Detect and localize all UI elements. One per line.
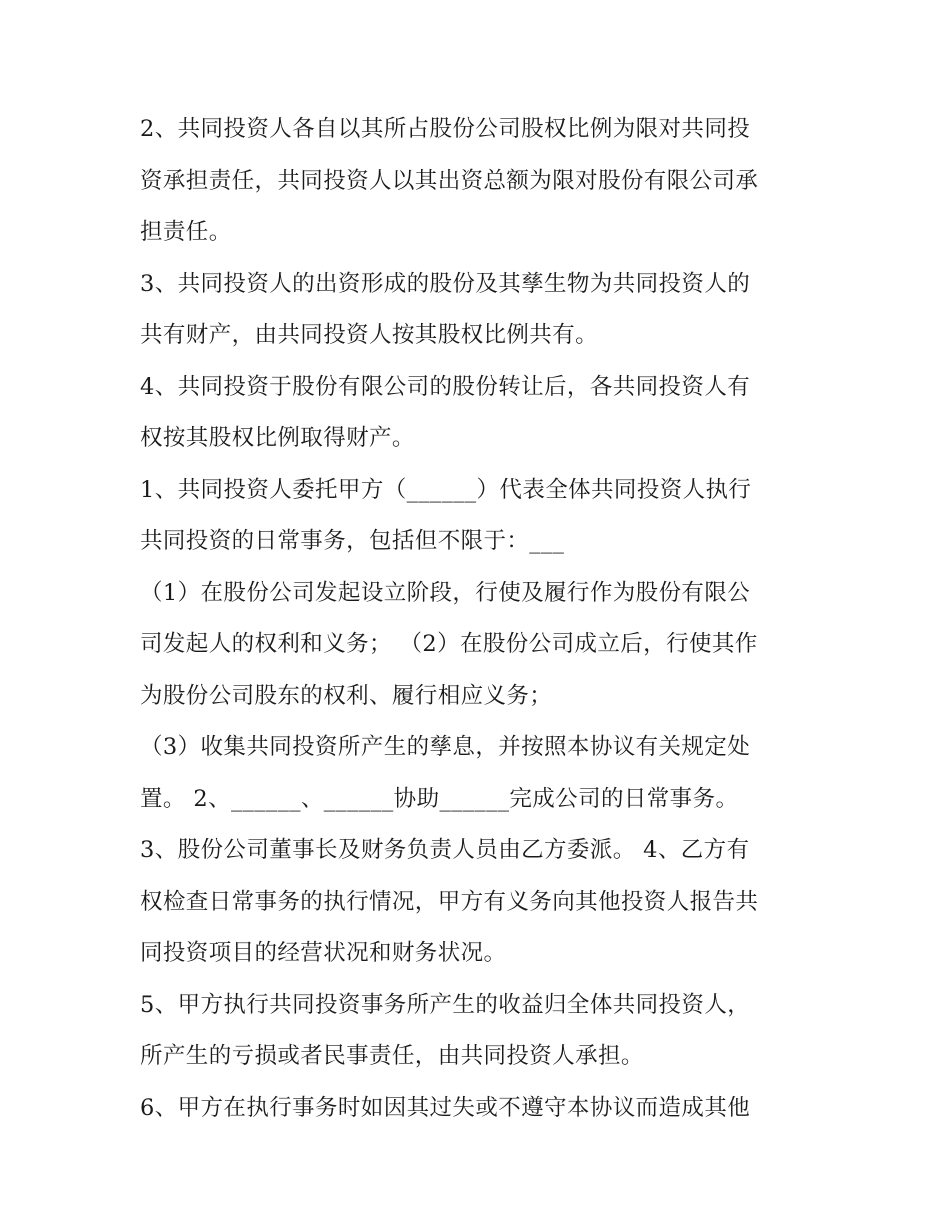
text-line: （3）收集共同投资所产生的孳息，并按照本协议有关规定处 [140, 734, 751, 760]
text-line: 5、甲方执行共同投资事务所产生的收益归全体共同投资人， [140, 991, 751, 1018]
text-line: 权按其股权比例取得财产。 [140, 425, 415, 451]
text-line: （1）在股份公司发起设立阶段，行使及履行作为股份有限公 [140, 579, 751, 606]
text-line: 同投资项目的经营状况和财务状况。 [140, 940, 507, 966]
text-line: 资承担责任，共同投资人以其出资总额为限对股份有限公司承 [140, 167, 759, 194]
text-line: 共有财产，由共同投资人按其股权比例共有。 [140, 322, 599, 348]
text-line: 为股份公司股东的权利、履行相应义务； [140, 682, 553, 709]
text-line: 4、共同投资于股份有限公司的股份转让后，各共同投资人有 [140, 373, 751, 400]
text-line: 共同投资的日常事务，包括但不限于：___ [140, 528, 565, 554]
text-line: 担责任。 [140, 219, 232, 245]
text-line: 1、共同投资人委托甲方（______）代表全体共同投资人执行 [140, 476, 752, 503]
text-line: 权检查日常事务的执行情况，甲方有义务向其他投资人报告共 [140, 888, 759, 915]
text-line: 所产生的亏损或者民事责任，由共同投资人承担。 [140, 1043, 644, 1069]
text-line: 2、共同投资人各自以其所占股份公司股权比例为限对共同投 [140, 116, 751, 142]
text-line: 置。 2、______、______协助______完成公司的日常事务。 [140, 785, 739, 812]
text-line: 3、共同投资人的出资形成的股份及其孳生物为共同投资人的 [140, 270, 751, 297]
text-line: 6、甲方在执行事务时如因其过失或不遵守本协议而造成其他 [140, 1094, 751, 1121]
text-line: 司发起人的权利和义务； （2）在股份公司成立后，行使其作 [140, 631, 758, 657]
agreement-body [140, 104, 830, 1134]
text-line: 3、股份公司董事长及财务负责人员由乙方委派。 4、乙方有 [140, 837, 750, 863]
